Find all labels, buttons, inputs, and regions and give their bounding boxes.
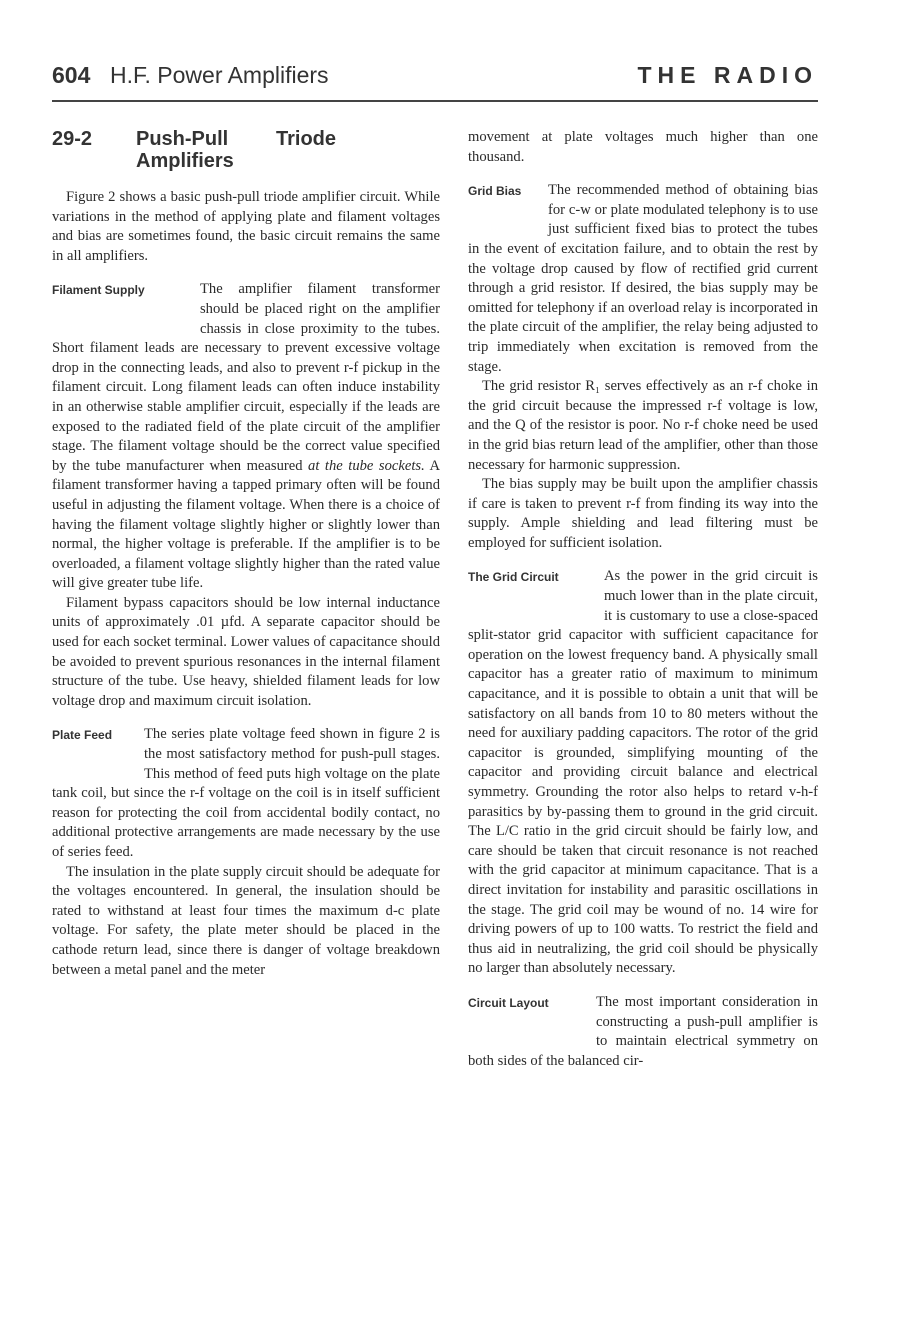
run-in-heading: Grid Bias <box>468 184 522 199</box>
text: As the power in the grid circuit is much lower than in the plate circuit, it is customary to use a close-spaced split-stator grid capacitor with sufficient capacitance for operation on the lowest frequency band. A physically small capacitor has a greater ratio of maximum to minimum capacitance, and it is possible to obtain a unit that will be satisfactory on all bands from 10 to 80 meters without the need for auxiliary padding capacitors. The rotor of the grid capacitor is grounded, simplifying mounting of the capacitor and providing circuit balance and electrical symmetry. Grounding the rotor also helps to retard v-h-f parasitics by by-passing them to ground in the grid circuit. The L/C ratio in the grid circuit should be fairly low, and care should be taken that circuit resonance is not reached with the grid capacitor at minimum capacitance. That is a direct invitation for instability and parasitic oscillations in the stage. The grid coil may be wound of no. 14 wire for driving powers of up to 100 watts. To restrict the field and thus aid in neutralizing, the grid coil should be physically no larger than absolutely necessary. <box>468 568 818 977</box>
header-rule <box>52 100 818 102</box>
run-in-heading: Filament Supply <box>52 283 145 298</box>
text: A filament transformer having a tapped primary often will be found useful in adjusting the filament voltage. When there is a choice of having the filament voltage slightly higher or slightly lower than normal, the higher voltage is preferable. If the amplifier is to be overloaded, a filament voltage slightly higher than the rated value will give greater tube life. <box>52 457 441 592</box>
run-in-heading: Circuit Layout <box>468 995 549 1010</box>
paragraph-plate-feed <box>52 725 440 862</box>
section-number: 29-2 <box>52 128 93 150</box>
paragraph: The insulation in the plate supply circuit should be adequate for the voltages encountered. In general, the insulation should be rated to withstand at least four times the maximum d-c plate voltage. For safety, the plate meter should be placed in the cathode return lead, since there is danger of voltage breakdown between a metal panel and the meter <box>52 863 440 978</box>
book-title: THE RADIO <box>637 62 818 88</box>
text: The recommended method of obtaining bias for c-w or plate modulated telephony is to use just sufficient fixed bias to protect the tubes in the event of excitation failure, and to obtain the rest by the voltage drop caused by flow of rectified grid current through a grid resistor. If desired, the bias supply may be omitted for telephony if an overload relay is incorporated in the plate circuit of the amplifier, the relay being adjusted to trip immediately when excitation is removed from the stage. <box>468 182 818 375</box>
left-column <box>52 128 440 980</box>
italic-text: at the tube sockets. <box>308 457 425 474</box>
paragraph: movement at plate voltages much higher than one thousand. <box>468 129 818 165</box>
section-title: Push-Pull Triode Amplifiers <box>136 128 336 172</box>
paragraph-grid-circuit <box>468 567 818 978</box>
right-column <box>468 128 818 1071</box>
text: The most important consideration in constructing a push-pull amplifier is to maintain electrical symmetry on both sides of the balanced cir- <box>468 993 818 1069</box>
run-in-heading: Plate Feed <box>52 728 113 743</box>
run-in-heading: The Grid Circuit <box>468 570 559 585</box>
paragraph-circuit-layout <box>468 993 818 1071</box>
page-number: 604 <box>52 62 91 88</box>
section-heading <box>52 128 440 172</box>
text: The amplifier filament transformer should be placed right on the amplifier chassis in close proximity to the tubes. Short filament leads are necessary to prevent excessive voltage drop in the connecting leads, and also to prevent r-f pickup in the filament circuit. Long filament leads can often induce instability in an otherwise stable amplifier circuit, especially if the leads are exposed to the radiated field of the plate circuit of the amplifier stage. The filament voltage should be the correct value specified by the tube manufacturer when measured <box>52 281 440 474</box>
paragraph-grid-bias <box>468 181 818 377</box>
text: The series plate voltage feed shown in figure 2 is the most satisfactory method for push-pull stages. This method of feed puts high voltage on the plate tank coil, but since the r-f voltage on the coil is in itself sufficient reason for protecting the coil from accidental bodily contact, no additional protective arrangements are made necessary by the use of series feed. <box>52 726 440 860</box>
paragraph-filament-supply <box>52 280 440 594</box>
paragraph: The bias supply may be built upon the amplifier chassis if care is taken to prevent r-f from finding its way into the supply. Ample shielding and lead filtering must be employed for sufficient isolation. <box>468 476 818 551</box>
paragraph: The grid resistor R₁ serves effectively as an r-f choke in the grid circuit because the impressed r-f voltage is low, and the Q of the resistor is poor. No r-f choke need be used in the grid bias return lead of the amplifier, other than those necessary for harmonic suppression. <box>468 378 818 473</box>
page-header <box>52 62 818 98</box>
chapter-title: H.F. Power Amplifiers <box>110 62 329 88</box>
paragraph: Filament bypass capacitors should be low internal inductance units of approximately .01 µfd. A separate capacitor should be used for each socket terminal. Lower values of capacitance should be avoided to prevent spurious resonances in the internal filament structure of the tube. Use heavy, shielded filament leads for low voltage drop and maximum circuit isolation. <box>52 594 440 709</box>
paragraph: Figure 2 shows a basic push-pull triode amplifier circuit. While variations in the method of applying plate and filament voltages and bias are sometimes found, the basic circuit remains the same in all amplifiers. <box>52 189 440 264</box>
